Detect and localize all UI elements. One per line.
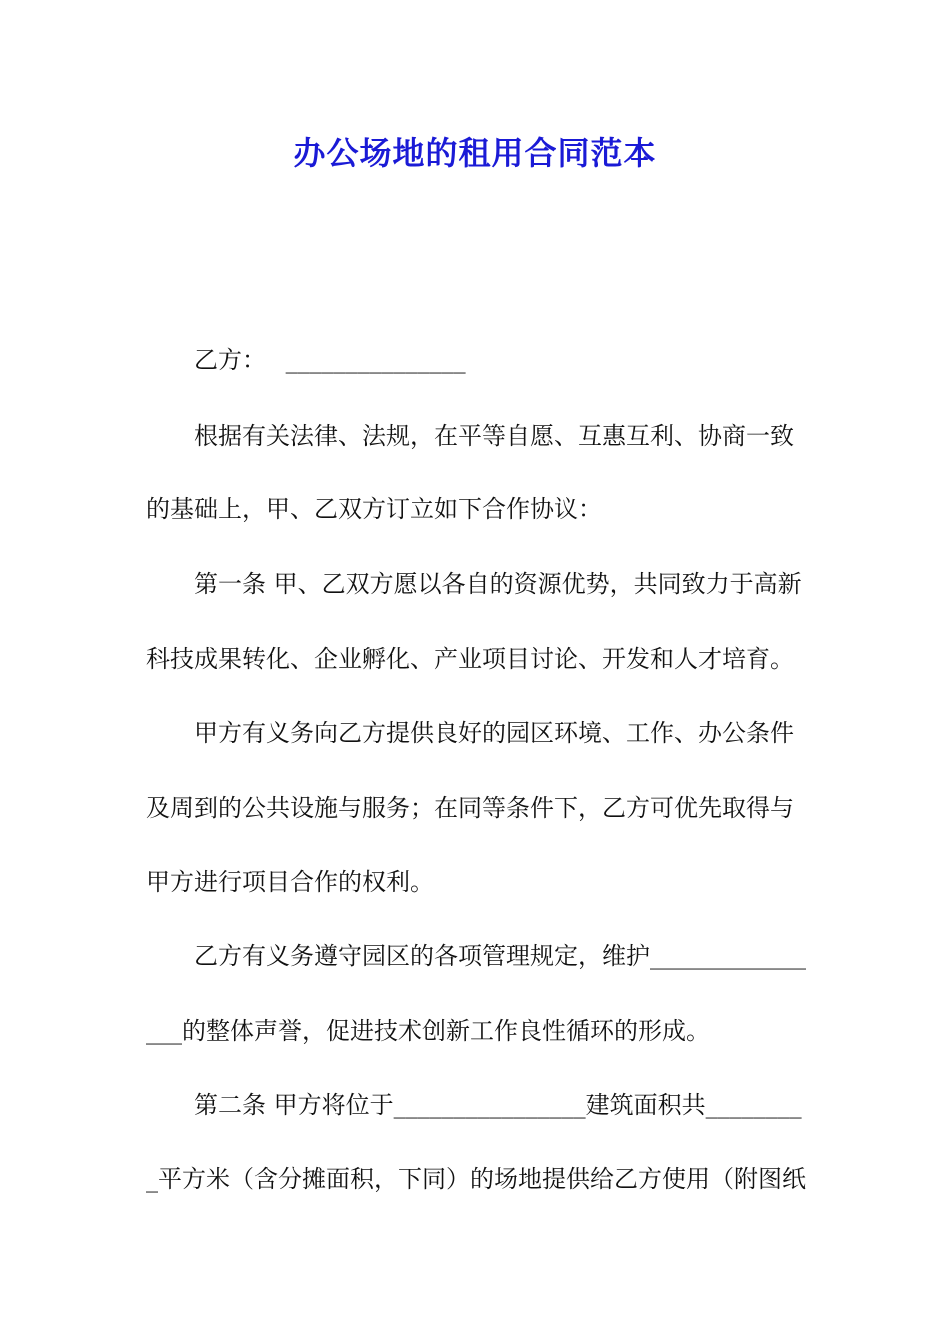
- paragraph-line: 甲方有义务向乙方提供良好的园区环境、工作、办公条件: [194, 719, 794, 747]
- document-title: 办公场地的租用合同范本: [293, 134, 657, 172]
- paragraph-line: 根据有关法律、法规，在平等自愿、互惠互利、协商一致: [194, 422, 794, 450]
- paragraph-line: 的基础上，甲、乙双方订立如下合作协议：: [146, 495, 602, 523]
- paragraph-line: 甲方进行项目合作的权利。: [146, 868, 434, 896]
- paragraph-line: _平方米（含分摊面积，下同）的场地提供给乙方使用（附图纸: [146, 1165, 806, 1193]
- party-b-line: 乙方： _______________: [194, 346, 466, 374]
- paragraph-line: 及周到的公共设施与服务；在同等条件下，乙方可优先取得与: [146, 794, 794, 822]
- article-one-line: 第一条 甲、乙双方愿以各自的资源优势，共同致力于高新: [194, 570, 802, 598]
- article-two-line: 第二条 甲方将位于________________建筑面积共________: [194, 1091, 802, 1119]
- paragraph-line: ___的整体声誉，促进技术创新工作良性循环的形成。: [146, 1017, 710, 1045]
- paragraph-line: 科技成果转化、企业孵化、产业项目讨论、开发和人才培育。: [146, 645, 794, 673]
- paragraph-line: 乙方有义务遵守园区的各项管理规定，维护_____________: [194, 942, 806, 970]
